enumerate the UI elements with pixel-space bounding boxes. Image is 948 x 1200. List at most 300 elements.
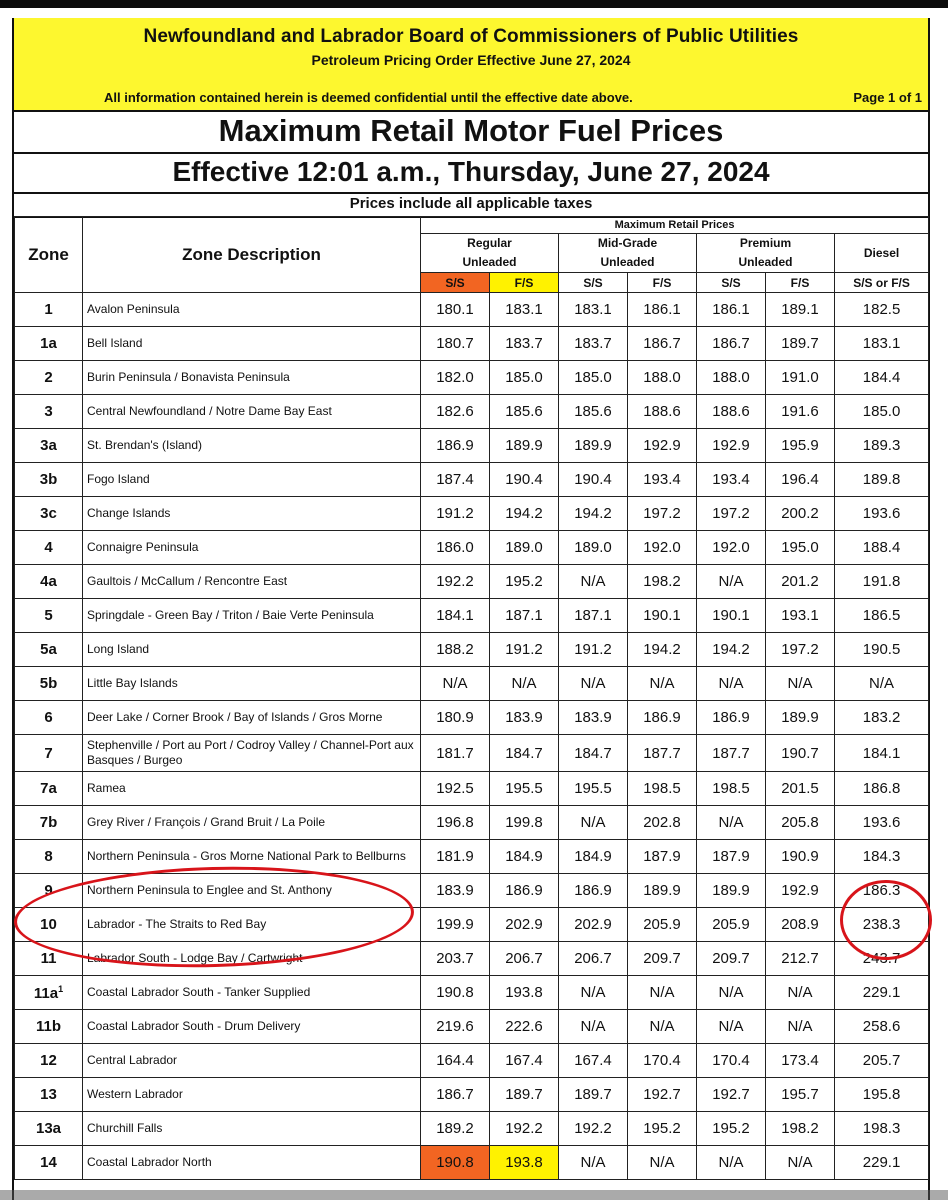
midgrade-fs-price-cell: 194.2 bbox=[628, 633, 697, 667]
midgrade-ss-price-cell: N/A bbox=[559, 565, 628, 599]
regular-fs-price-cell: 190.4 bbox=[490, 463, 559, 497]
regular-fs-price-cell: 167.4 bbox=[490, 1044, 559, 1078]
regular-fs-price-cell: 189.0 bbox=[490, 531, 559, 565]
zone-code: 7b bbox=[39, 814, 58, 831]
table-row bbox=[15, 1112, 929, 1146]
table-row bbox=[15, 429, 929, 463]
regular-ss-price-cell: 186.0 bbox=[421, 531, 490, 565]
premium-ss-price-cell: 188.6 bbox=[697, 395, 766, 429]
midgrade-fs-price-cell: 197.2 bbox=[628, 497, 697, 531]
regular-ss-price-cell: 196.8 bbox=[421, 806, 490, 840]
price-rows bbox=[15, 293, 929, 1180]
midgrade-fs-price-cell: 193.4 bbox=[628, 463, 697, 497]
zone-code: 4a bbox=[40, 573, 57, 590]
regular-unleaded-header bbox=[421, 234, 559, 273]
midgrade-ss-price-cell: 167.4 bbox=[559, 1044, 628, 1078]
premium-ss-price-cell: 197.2 bbox=[697, 497, 766, 531]
diesel-price-cell: 198.3 bbox=[835, 1112, 929, 1146]
premium-fs-price-cell: 201.2 bbox=[766, 565, 835, 599]
premium-ss-price-cell: 194.2 bbox=[697, 633, 766, 667]
premium-ss-price-cell: 193.4 bbox=[697, 463, 766, 497]
premium-fs-price-cell: 195.7 bbox=[766, 1078, 835, 1112]
regular-ss-price-cell: 191.2 bbox=[421, 497, 490, 531]
premium-ss-price-cell: N/A bbox=[697, 1010, 766, 1044]
premium-ss-price-cell: 195.2 bbox=[697, 1112, 766, 1146]
regular-fs-price-cell: 191.2 bbox=[490, 633, 559, 667]
zone-description-cell: Change Islands bbox=[83, 497, 421, 531]
zone-description-cell: Little Bay Islands bbox=[83, 667, 421, 701]
zone-code: 11a bbox=[33, 984, 59, 1002]
regular-ss-price-cell: 182.6 bbox=[421, 395, 490, 429]
midgrade-ss-price-cell: 190.4 bbox=[559, 463, 628, 497]
midgrade-fs-price-cell: N/A bbox=[628, 976, 697, 1010]
premium-fs-price-cell: 189.1 bbox=[766, 293, 835, 327]
table-row bbox=[15, 840, 929, 874]
zone-description-cell: Coastal Labrador South - Drum Delivery bbox=[83, 1010, 421, 1044]
regular-ss-price-cell: 186.7 bbox=[421, 1078, 490, 1112]
price-table bbox=[14, 216, 929, 1180]
regular-fs-price-cell: 206.7 bbox=[490, 942, 559, 976]
regular-fs-price-cell: 187.1 bbox=[490, 599, 559, 633]
diesel-price-cell: 185.0 bbox=[835, 395, 929, 429]
zone-cell bbox=[15, 1044, 83, 1078]
regular-ss-price-cell: 183.9 bbox=[421, 874, 490, 908]
regular-fs-price-cell: 192.2 bbox=[490, 1112, 559, 1146]
zone-code: 3a bbox=[40, 437, 57, 454]
regular-fs-price-cell: 193.8 bbox=[490, 1146, 559, 1180]
midgrade-unleaded-label: Unleaded bbox=[600, 255, 655, 269]
zone-cell bbox=[15, 565, 83, 599]
zone-code: 14 bbox=[40, 1154, 57, 1171]
regular-fs-price-cell: N/A bbox=[490, 667, 559, 701]
zone-cell bbox=[15, 361, 83, 395]
table-row bbox=[15, 1078, 929, 1112]
premium-ss-price-cell: 189.9 bbox=[697, 874, 766, 908]
zone-description-cell: Grey River / François / Grand Bruit / La Poile bbox=[83, 806, 421, 840]
zone-code: 2 bbox=[44, 369, 53, 386]
zone-code: 1 bbox=[44, 301, 53, 318]
premium-ss-price-cell: N/A bbox=[697, 1146, 766, 1180]
regular-ss-price-cell: 199.9 bbox=[421, 908, 490, 942]
red-annotation-circle-diesel bbox=[840, 880, 932, 960]
midgrade-unleaded-header bbox=[559, 234, 697, 273]
zone-description-cell: Fogo Island bbox=[83, 463, 421, 497]
zone-code: 3 bbox=[44, 403, 53, 420]
page-indicator: Page 1 of 1 bbox=[853, 90, 922, 105]
effective-date-title: Effective 12:01 a.m., Thursday, June 27, 2024 bbox=[14, 152, 928, 194]
zone-description-cell: Avalon Peninsula bbox=[83, 293, 421, 327]
zone-cell bbox=[15, 1078, 83, 1112]
premium-fs-price-cell: 208.9 bbox=[766, 908, 835, 942]
midgrade-ss-price-cell: 194.2 bbox=[559, 497, 628, 531]
midgrade-ss-price-cell: 183.1 bbox=[559, 293, 628, 327]
taxes-note: Prices include all applicable taxes bbox=[14, 192, 928, 218]
zone-cell bbox=[15, 806, 83, 840]
premium-fs-price-cell: N/A bbox=[766, 976, 835, 1010]
confidential-notice: All information contained herein is deemed confidential until the effective date above. bbox=[104, 90, 633, 105]
table-row bbox=[15, 1010, 929, 1044]
diesel-price-cell: 188.4 bbox=[835, 531, 929, 565]
premium-unleaded-header bbox=[697, 234, 835, 273]
diesel-price-cell: N/A bbox=[835, 667, 929, 701]
midgrade-fs-price-cell: 170.4 bbox=[628, 1044, 697, 1078]
midgrade-ss-price-cell: 187.1 bbox=[559, 599, 628, 633]
premium-fs-price-cell: 205.8 bbox=[766, 806, 835, 840]
midgrade-fs-price-cell: 188.0 bbox=[628, 361, 697, 395]
zone-description-cell: Coastal Labrador South - Tanker Supplied bbox=[83, 976, 421, 1010]
regular-ss-price-cell: 203.7 bbox=[421, 942, 490, 976]
zone-footnote-marker: 1 bbox=[58, 983, 64, 994]
max-retail-header: Maximum Retail Prices bbox=[421, 217, 929, 234]
regular-fs-price-cell: 184.7 bbox=[490, 735, 559, 772]
zone-description-cell: Ramea bbox=[83, 772, 421, 806]
premium-ss-price-cell: N/A bbox=[697, 806, 766, 840]
premium-ss-price-cell: 205.9 bbox=[697, 908, 766, 942]
price-order-sheet bbox=[12, 18, 930, 1200]
regular-ss-price-cell: 187.4 bbox=[421, 463, 490, 497]
zone-code: 4 bbox=[44, 539, 53, 556]
regular-ss-price-cell: 180.7 bbox=[421, 327, 490, 361]
organization-name: Newfoundland and Labrador Board of Commissioners of Public Utilities bbox=[143, 26, 799, 47]
midgrade-fs-price-cell: 192.9 bbox=[628, 429, 697, 463]
zone-cell bbox=[15, 772, 83, 806]
midgrade-ss-price-cell: N/A bbox=[559, 806, 628, 840]
diesel-price-cell: 229.1 bbox=[835, 976, 929, 1010]
zone-description-cell: Burin Peninsula / Bonavista Peninsula bbox=[83, 361, 421, 395]
zone-cell bbox=[15, 633, 83, 667]
midgrade-fs-price-cell: 186.1 bbox=[628, 293, 697, 327]
regular-ss-price-cell: 190.8 bbox=[421, 1146, 490, 1180]
midgrade-ss-price-cell: 206.7 bbox=[559, 942, 628, 976]
table-row bbox=[15, 701, 929, 735]
bottom-edge-shade bbox=[0, 1190, 948, 1200]
zone-description-cell: St. Brendan's (Island) bbox=[83, 429, 421, 463]
midgrade-ss-price-cell: 192.2 bbox=[559, 1112, 628, 1146]
premium-ss-price-cell: 187.9 bbox=[697, 840, 766, 874]
zone-cell bbox=[15, 667, 83, 701]
zone-description-cell: Long Island bbox=[83, 633, 421, 667]
premium-fs-price-cell: 212.7 bbox=[766, 942, 835, 976]
regular-fs-price-cell: 195.2 bbox=[490, 565, 559, 599]
regular-ss-price-cell: 192.5 bbox=[421, 772, 490, 806]
midgrade-ss-price-cell: 189.9 bbox=[559, 429, 628, 463]
midgrade-ss-header: S/S bbox=[559, 273, 628, 293]
regular-ss-price-cell: 186.9 bbox=[421, 429, 490, 463]
premium-fs-price-cell: 198.2 bbox=[766, 1112, 835, 1146]
premium-fs-price-cell: 189.7 bbox=[766, 327, 835, 361]
regular-fs-price-cell: 193.8 bbox=[490, 976, 559, 1010]
premium-fs-price-cell: 196.4 bbox=[766, 463, 835, 497]
table-row bbox=[15, 293, 929, 327]
zone-description-cell: Labrador South - Lodge Bay / Cartwright bbox=[83, 942, 421, 976]
regular-unleaded-label: Unleaded bbox=[462, 255, 517, 269]
regular-fs-price-cell: 199.8 bbox=[490, 806, 559, 840]
midgrade-fs-price-cell: 209.7 bbox=[628, 942, 697, 976]
premium-ss-price-cell: 209.7 bbox=[697, 942, 766, 976]
premium-fs-price-cell: 193.1 bbox=[766, 599, 835, 633]
regular-ss-price-cell: 180.1 bbox=[421, 293, 490, 327]
midgrade-ss-price-cell: N/A bbox=[559, 1010, 628, 1044]
premium-ss-price-cell: 198.5 bbox=[697, 772, 766, 806]
premium-fs-price-cell: N/A bbox=[766, 1146, 835, 1180]
table-row bbox=[15, 599, 929, 633]
zone-code: 11 bbox=[40, 950, 57, 967]
zone-code: 7a bbox=[40, 780, 57, 797]
table-row bbox=[15, 463, 929, 497]
diesel-price-cell: 184.1 bbox=[835, 735, 929, 772]
regular-fs-price-cell: 183.1 bbox=[490, 293, 559, 327]
zone-description-cell: Northern Peninsula to Englee and St. Anthony bbox=[83, 874, 421, 908]
midgrade-fs-price-cell: 190.1 bbox=[628, 599, 697, 633]
zone-code: 3b bbox=[39, 471, 58, 488]
regular-ss-price-cell: 184.1 bbox=[421, 599, 490, 633]
diesel-sub-header: S/S or F/S bbox=[835, 273, 929, 293]
table-row bbox=[15, 667, 929, 701]
table-row bbox=[15, 735, 929, 772]
premium-ss-header: S/S bbox=[697, 273, 766, 293]
premium-fs-price-cell: 190.9 bbox=[766, 840, 835, 874]
regular-ss-header: S/S bbox=[421, 273, 490, 293]
diesel-price-cell: 195.8 bbox=[835, 1078, 929, 1112]
regular-fs-price-cell: 194.2 bbox=[490, 497, 559, 531]
zone-code: 5b bbox=[39, 675, 58, 692]
zone-code: 6 bbox=[44, 709, 53, 726]
premium-ss-price-cell: 192.9 bbox=[697, 429, 766, 463]
regular-ss-price-cell: 219.6 bbox=[421, 1010, 490, 1044]
zone-code: 10 bbox=[40, 916, 57, 933]
zone-code: 5a bbox=[40, 641, 57, 658]
regular-fs-price-cell: 189.9 bbox=[490, 429, 559, 463]
midgrade-fs-price-cell: 192.0 bbox=[628, 531, 697, 565]
table-row bbox=[15, 976, 929, 1010]
regular-ss-price-cell: 189.2 bbox=[421, 1112, 490, 1146]
midgrade-ss-price-cell: 195.5 bbox=[559, 772, 628, 806]
zone-cell bbox=[15, 497, 83, 531]
zone-cell bbox=[15, 976, 83, 1010]
zone-code: 7 bbox=[44, 744, 53, 762]
zone-code: 1a bbox=[40, 335, 57, 352]
regular-ss-price-cell: 190.8 bbox=[421, 976, 490, 1010]
midgrade-fs-price-cell: 186.9 bbox=[628, 701, 697, 735]
table-row bbox=[15, 1044, 929, 1078]
premium-fs-price-cell: N/A bbox=[766, 667, 835, 701]
premium-fs-price-cell: 191.6 bbox=[766, 395, 835, 429]
zone-cell bbox=[15, 840, 83, 874]
midgrade-ss-price-cell: 184.9 bbox=[559, 840, 628, 874]
table-row bbox=[15, 531, 929, 565]
diesel-price-cell: 186.8 bbox=[835, 772, 929, 806]
midgrade-fs-price-cell: 205.9 bbox=[628, 908, 697, 942]
midgrade-ss-price-cell: N/A bbox=[559, 976, 628, 1010]
table-row bbox=[15, 395, 929, 429]
table-row bbox=[15, 1146, 929, 1180]
midgrade-ss-price-cell: 183.7 bbox=[559, 327, 628, 361]
zone-description-cell: Labrador - The Straits to Red Bay bbox=[83, 908, 421, 942]
midgrade-fs-price-cell: 187.7 bbox=[628, 735, 697, 772]
zone-description-cell: Springdale - Green Bay / Triton / Baie Verte Peninsula bbox=[83, 599, 421, 633]
table-row bbox=[15, 565, 929, 599]
zone-column-header: Zone bbox=[15, 217, 83, 293]
table-row bbox=[15, 772, 929, 806]
midgrade-ss-price-cell: 191.2 bbox=[559, 633, 628, 667]
page-title: Maximum Retail Motor Fuel Prices bbox=[14, 110, 928, 154]
zone-description-cell: Central Labrador bbox=[83, 1044, 421, 1078]
table-row bbox=[15, 633, 929, 667]
zone-code: 8 bbox=[44, 848, 53, 865]
zone-description-cell: Stephenville / Port au Port / Codroy Valley / Channel-Port aux Basques / Burgeo bbox=[83, 735, 421, 772]
midgrade-fs-price-cell: N/A bbox=[628, 1010, 697, 1044]
zone-code: 13 bbox=[40, 1086, 57, 1103]
regular-fs-price-cell: 202.9 bbox=[490, 908, 559, 942]
zone-description-cell: Gaultois / McCallum / Rencontre East bbox=[83, 565, 421, 599]
diesel-price-cell: 184.3 bbox=[835, 840, 929, 874]
zone-cell bbox=[15, 327, 83, 361]
zone-code: 3c bbox=[40, 505, 57, 522]
midgrade-ss-price-cell: 185.6 bbox=[559, 395, 628, 429]
premium-fs-price-cell: 189.9 bbox=[766, 701, 835, 735]
midgrade-fs-header: F/S bbox=[628, 273, 697, 293]
premium-ss-price-cell: 188.0 bbox=[697, 361, 766, 395]
zone-cell bbox=[15, 395, 83, 429]
midgrade-ss-price-cell: N/A bbox=[559, 667, 628, 701]
premium-fs-price-cell: 190.7 bbox=[766, 735, 835, 772]
regular-fs-price-cell: 183.7 bbox=[490, 327, 559, 361]
regular-ss-price-cell: 180.9 bbox=[421, 701, 490, 735]
midgrade-ss-price-cell: 189.7 bbox=[559, 1078, 628, 1112]
diesel-price-cell: 229.1 bbox=[835, 1146, 929, 1180]
midgrade-ss-price-cell: 186.9 bbox=[559, 874, 628, 908]
zone-cell bbox=[15, 735, 83, 772]
diesel-price-cell: 186.5 bbox=[835, 599, 929, 633]
regular-fs-price-cell: 222.6 bbox=[490, 1010, 559, 1044]
diesel-price-cell: 258.6 bbox=[835, 1010, 929, 1044]
premium-fs-price-cell: 200.2 bbox=[766, 497, 835, 531]
zone-code: 5 bbox=[44, 607, 53, 624]
zone-code: 13a bbox=[35, 1120, 62, 1137]
premium-fs-price-cell: 201.5 bbox=[766, 772, 835, 806]
midgrade-ss-price-cell: 185.0 bbox=[559, 361, 628, 395]
diesel-price-cell: 243.7 bbox=[835, 942, 929, 976]
premium-ss-price-cell: 186.9 bbox=[697, 701, 766, 735]
diesel-price-cell: 193.6 bbox=[835, 497, 929, 531]
description-column-header: Zone Description bbox=[83, 217, 421, 293]
midgrade-fs-price-cell: 186.7 bbox=[628, 327, 697, 361]
regular-fs-price-cell: 184.9 bbox=[490, 840, 559, 874]
diesel-price-cell: 190.5 bbox=[835, 633, 929, 667]
diesel-price-cell: 183.2 bbox=[835, 701, 929, 735]
midgrade-fs-price-cell: 187.9 bbox=[628, 840, 697, 874]
diesel-price-cell: 186.3 bbox=[835, 874, 929, 908]
regular-ss-price-cell: N/A bbox=[421, 667, 490, 701]
midgrade-ss-price-cell: 183.9 bbox=[559, 701, 628, 735]
midgrade-fs-price-cell: N/A bbox=[628, 667, 697, 701]
zone-cell bbox=[15, 1146, 83, 1180]
regular-fs-price-cell: 183.9 bbox=[490, 701, 559, 735]
premium-ss-price-cell: 192.0 bbox=[697, 531, 766, 565]
premium-fs-price-cell: N/A bbox=[766, 1010, 835, 1044]
premium-ss-price-cell: 186.7 bbox=[697, 327, 766, 361]
regular-fs-header: F/S bbox=[490, 273, 559, 293]
premium-fs-price-cell: 195.9 bbox=[766, 429, 835, 463]
premium-ss-price-cell: 187.7 bbox=[697, 735, 766, 772]
midgrade-ss-price-cell: 202.9 bbox=[559, 908, 628, 942]
regular-fs-price-cell: 186.9 bbox=[490, 874, 559, 908]
regular-fs-price-cell: 195.5 bbox=[490, 772, 559, 806]
zone-cell bbox=[15, 429, 83, 463]
zone-description-cell: Bell Island bbox=[83, 327, 421, 361]
diesel-price-cell: 183.1 bbox=[835, 327, 929, 361]
premium-ss-price-cell: 190.1 bbox=[697, 599, 766, 633]
premium-ss-price-cell: 186.1 bbox=[697, 293, 766, 327]
regular-fs-price-cell: 189.7 bbox=[490, 1078, 559, 1112]
midgrade-ss-price-cell: 189.0 bbox=[559, 531, 628, 565]
zone-cell bbox=[15, 1010, 83, 1044]
premium-ss-price-cell: N/A bbox=[697, 565, 766, 599]
premium-ss-price-cell: 170.4 bbox=[697, 1044, 766, 1078]
midgrade-ss-price-cell: N/A bbox=[559, 1146, 628, 1180]
premium-fs-price-cell: 192.9 bbox=[766, 874, 835, 908]
zone-code: 11b bbox=[35, 1018, 62, 1035]
table-row bbox=[15, 497, 929, 531]
zone-description-cell: Central Newfoundland / Notre Dame Bay East bbox=[83, 395, 421, 429]
premium-fs-price-cell: 197.2 bbox=[766, 633, 835, 667]
diesel-price-cell: 205.7 bbox=[835, 1044, 929, 1078]
premium-fs-price-cell: 195.0 bbox=[766, 531, 835, 565]
diesel-price-cell: 191.8 bbox=[835, 565, 929, 599]
zone-cell bbox=[15, 1112, 83, 1146]
midgrade-fs-price-cell: 189.9 bbox=[628, 874, 697, 908]
premium-fs-header: F/S bbox=[766, 273, 835, 293]
regular-ss-price-cell: 192.2 bbox=[421, 565, 490, 599]
midgrade-ss-price-cell: 184.7 bbox=[559, 735, 628, 772]
zone-cell bbox=[15, 599, 83, 633]
premium-ss-price-cell: N/A bbox=[697, 976, 766, 1010]
midgrade-fs-price-cell: N/A bbox=[628, 1146, 697, 1180]
regular-fs-price-cell: 185.6 bbox=[490, 395, 559, 429]
premium-unleaded-label: Unleaded bbox=[738, 255, 793, 269]
midgrade-fs-price-cell: 188.6 bbox=[628, 395, 697, 429]
regular-ss-price-cell: 181.9 bbox=[421, 840, 490, 874]
zone-description-cell: Western Labrador bbox=[83, 1078, 421, 1112]
zone-code: 12 bbox=[40, 1052, 57, 1069]
order-effective-line: Petroleum Pricing Order Effective June 27, 2024 bbox=[311, 52, 631, 68]
table-row bbox=[15, 327, 929, 361]
zone-description-cell: Northern Peninsula - Gros Morne National Park to Bellburns bbox=[83, 840, 421, 874]
zone-code: 9 bbox=[44, 882, 53, 899]
midgrade-fs-price-cell: 192.7 bbox=[628, 1078, 697, 1112]
regular-ss-price-cell: 182.0 bbox=[421, 361, 490, 395]
regular-ss-price-cell: 188.2 bbox=[421, 633, 490, 667]
diesel-header: Diesel bbox=[835, 234, 929, 273]
header-band bbox=[14, 18, 928, 112]
zone-cell bbox=[15, 701, 83, 735]
premium-label: Premium bbox=[739, 236, 792, 250]
midgrade-label: Mid-Grade bbox=[597, 236, 658, 250]
zone-cell bbox=[15, 531, 83, 565]
diesel-price-cell: 182.5 bbox=[835, 293, 929, 327]
diesel-price-cell: 184.4 bbox=[835, 361, 929, 395]
zone-description-cell: Connaigre Peninsula bbox=[83, 531, 421, 565]
zone-description-cell: Churchill Falls bbox=[83, 1112, 421, 1146]
diesel-price-cell: 193.6 bbox=[835, 806, 929, 840]
midgrade-fs-price-cell: 198.5 bbox=[628, 772, 697, 806]
diesel-price-cell: 189.3 bbox=[835, 429, 929, 463]
zone-cell bbox=[15, 463, 83, 497]
table-row bbox=[15, 361, 929, 395]
diesel-price-cell: 189.8 bbox=[835, 463, 929, 497]
premium-ss-price-cell: 192.7 bbox=[697, 1078, 766, 1112]
premium-ss-price-cell: N/A bbox=[697, 667, 766, 701]
